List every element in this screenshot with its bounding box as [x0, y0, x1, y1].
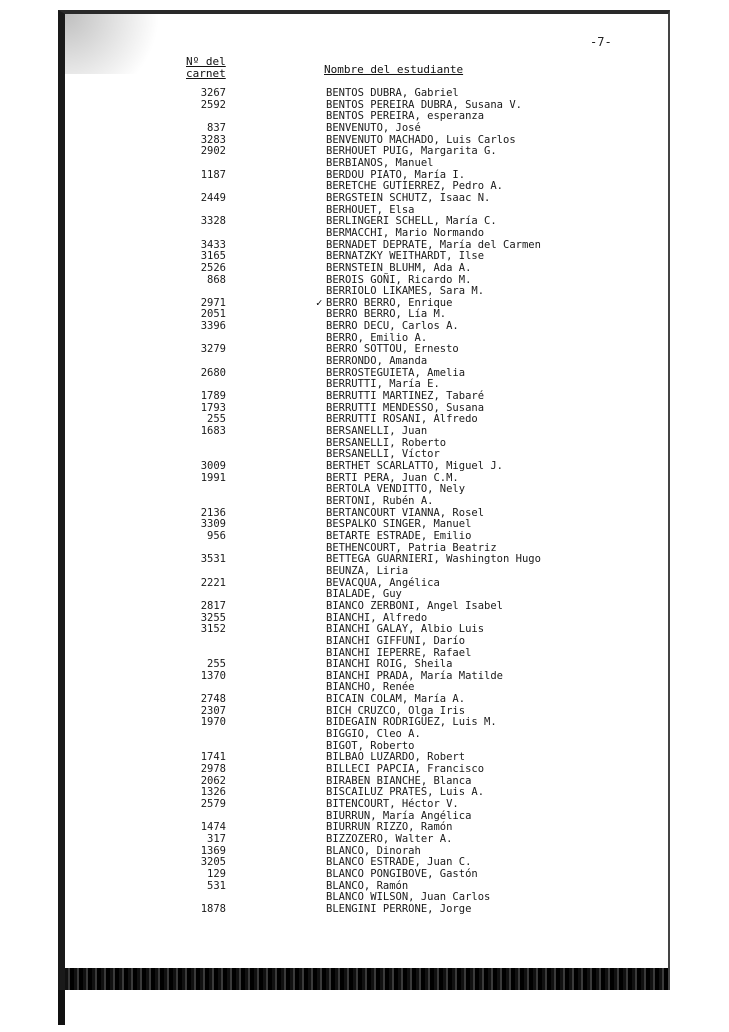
list-item — [0, 122, 729, 134]
carnet-number: 2592 — [200, 98, 226, 111]
carnet-number: 1326 — [200, 786, 226, 799]
list-item — [0, 647, 729, 659]
list-item — [0, 810, 729, 822]
list-item — [0, 495, 729, 507]
student-name: BERTHET SCARLATTO, Miguel J. — [326, 460, 504, 472]
carnet-number: 2526 — [200, 261, 226, 274]
student-name: BERRUTTI MENDESSO, Susana — [326, 401, 485, 414]
list-item — [0, 250, 729, 262]
carnet-number: 3309 — [200, 518, 226, 531]
student-name: BERROSTEGUIETA, Amelia — [326, 366, 466, 379]
nombre-column-header: Nombre del estudiante — [324, 63, 464, 76]
student-name: BERLINGERI SCHELL, María C. — [326, 215, 497, 228]
list-item — [0, 169, 729, 181]
list-item — [0, 355, 729, 367]
list-item — [0, 565, 729, 577]
carnet-number: 1370 — [200, 669, 226, 682]
carnet-number: 2221 — [200, 576, 226, 589]
student-name: BESPALKO SINGER, Manuel — [326, 518, 472, 531]
list-item — [0, 542, 729, 554]
list-item — [0, 320, 729, 332]
student-name: BIANCHI GALAY, Albio Luis — [326, 623, 485, 636]
list-item — [0, 856, 729, 868]
student-name: BIANCO ZERBONI, Angel Isabel — [326, 599, 504, 612]
list-item — [0, 378, 729, 390]
list-item — [0, 635, 729, 647]
student-name: BIANCHO, Renée — [326, 681, 415, 694]
carnet-number: 837 — [207, 121, 226, 134]
list-item — [0, 845, 729, 857]
list-item — [0, 99, 729, 111]
student-name: BERRUTTI MARTINEZ, Tabaré — [326, 390, 485, 403]
student-name: BETTEGA GUARNIERI, Washington Hugo — [326, 553, 541, 566]
list-item — [0, 343, 729, 355]
carnet-column-header — [186, 56, 226, 80]
student-name: BLANCO WILSON, Juan Carlos — [326, 891, 491, 904]
carnet-number: 3279 — [200, 343, 226, 356]
student-name: BENTOS PEREIRA, esperanza — [326, 110, 485, 123]
list-item — [0, 763, 729, 775]
student-name: BERHOUET, Elsa — [326, 203, 415, 216]
student-name: BLANCO PONGIBOVE, Gastón — [326, 867, 478, 880]
list-item — [0, 868, 729, 880]
carnet-number: 2051 — [200, 308, 226, 321]
scan-noise — [65, 14, 185, 74]
list-item — [0, 157, 729, 169]
student-name: BLANCO, Ramón — [326, 879, 409, 892]
list-item — [0, 833, 729, 845]
student-name: BIZZOZERO, Walter A. — [326, 833, 453, 845]
student-name: BIALADE, Guy — [326, 588, 402, 601]
list-item — [0, 577, 729, 589]
list-item — [0, 693, 729, 705]
list-item — [0, 670, 729, 682]
student-name: BLANCO, Dinorah — [326, 844, 421, 857]
student-name: BERTOLA VENDITTO, Nely — [326, 483, 466, 496]
carnet-number: 129 — [207, 867, 226, 880]
list-item — [0, 367, 729, 379]
student-name: BERSANELLI, Juan — [326, 425, 428, 438]
student-name: BERDOU PIATO, María I. — [326, 168, 466, 181]
list-item — [0, 239, 729, 251]
carnet-number: 868 — [207, 273, 226, 286]
list-item — [0, 751, 729, 763]
list-item — [0, 880, 729, 892]
list-item — [0, 180, 729, 192]
carnet-number: 2449 — [200, 191, 226, 204]
list-item — [0, 472, 729, 484]
list-item — [0, 308, 729, 320]
list-item — [0, 87, 729, 99]
list-item — [0, 903, 729, 915]
student-name: BENVENUTO, José — [326, 121, 421, 134]
list-item — [0, 460, 729, 472]
student-name: BILLECI PAPCIA, Francisco — [326, 763, 485, 776]
list-item — [0, 658, 729, 670]
student-name: BERRO BERRO, Enrique — [326, 296, 453, 309]
carnet-number: 2136 — [200, 506, 226, 519]
student-name: BILBAO LUZARDO, Robert — [326, 751, 466, 764]
student-name: BLANCO ESTRADE, Juan C. — [326, 856, 472, 869]
carnet-number: 1878 — [200, 902, 226, 915]
student-name: BIANCHI IEPERRE, Rafael — [326, 646, 472, 659]
student-name: BERRO BERRO, Lía M. — [326, 308, 447, 321]
page-number: -7- — [590, 35, 612, 49]
student-name: BETHENCOURT, Patria Beatriz — [326, 541, 497, 554]
carnet-number: 3165 — [200, 250, 226, 263]
student-name: BITENCOURT, Héctor V. — [326, 798, 459, 811]
student-name: BIGGIO, Cleo A. — [326, 728, 421, 741]
carnet-number: 3205 — [200, 856, 226, 869]
carnet-number: 255 — [207, 413, 226, 426]
student-name: BERTI PERA, Juan C.M. — [326, 471, 459, 484]
list-item — [0, 623, 729, 635]
student-name: BERRUTTI ROSANI, Alfredo — [326, 413, 478, 426]
student-name: BEROIS GOÑI, Ricardo M. — [326, 273, 472, 286]
student-name: BENVENUTO MACHADO, Luis Carlos — [326, 133, 516, 146]
student-name: BERMACCHI, Mario Normando — [326, 226, 485, 239]
student-name: BIRABEN BIANCHE, Blanca — [326, 774, 472, 787]
list-item — [0, 297, 729, 309]
carnet-number: 2817 — [200, 599, 226, 612]
list-item — [0, 192, 729, 204]
student-name: BERTONI, Rubén A. — [326, 494, 434, 507]
carnet-number: 3328 — [200, 215, 226, 228]
student-name: BIDEGAIN RODRIGUEZ, Luis M. — [326, 716, 497, 729]
carnet-number: 3152 — [200, 623, 226, 636]
list-item — [0, 425, 729, 437]
student-name: BERNATZKY WEITHARDT, Ilse — [326, 250, 485, 263]
student-name: BICAIN COLAM, María A. — [326, 693, 466, 706]
student-name: BIANCHI ROIG, Sheila — [326, 658, 453, 671]
list-item — [0, 413, 729, 425]
check-mark-icon: ✓ — [316, 296, 323, 309]
carnet-number: 1187 — [200, 168, 226, 181]
carnet-number: 2307 — [200, 704, 226, 717]
carnet-number: 1369 — [200, 844, 226, 857]
list-item — [0, 518, 729, 530]
carnet-number: 2971 — [200, 296, 226, 309]
carnet-number: 2748 — [200, 693, 226, 706]
student-name: BIGOT, Roberto — [326, 739, 415, 752]
list-item — [0, 390, 729, 402]
student-name: BERSANELLI, Víctor — [326, 448, 440, 461]
student-name: BERRO DECU, Carlos A. — [326, 320, 459, 333]
student-name: BERSANELLI, Roberto — [326, 436, 447, 449]
student-name: BIURRUN, María Angélica — [326, 809, 472, 822]
list-item — [0, 145, 729, 157]
student-name: BERETCHE GUTIERREZ, Pedro A. — [326, 180, 504, 193]
student-name: BERBIANOS, Manuel — [326, 156, 434, 169]
list-item — [0, 134, 729, 146]
carnet-number: 1683 — [200, 425, 226, 438]
carnet-number: 3267 — [200, 87, 226, 99]
carnet-number: 1991 — [200, 471, 226, 484]
list-item — [0, 274, 729, 286]
list-item — [0, 448, 729, 460]
carnet-number: 317 — [207, 833, 226, 845]
student-name: BIURRUN RIZZO, Ramón — [326, 821, 453, 834]
student-name: BERRIOLO LIKAMES, Sara M. — [326, 285, 485, 298]
student-list — [0, 87, 729, 915]
carnet-number: 1793 — [200, 401, 226, 414]
list-item — [0, 553, 729, 565]
carnet-number: 1970 — [200, 716, 226, 729]
list-item — [0, 740, 729, 752]
student-name: BERGSTEIN SCHUTZ, Isaac N. — [326, 191, 491, 204]
list-item — [0, 227, 729, 239]
carnet-number: 2978 — [200, 763, 226, 776]
student-name: BERTANCOURT VIANNA, Rosel — [326, 506, 485, 519]
list-item — [0, 705, 729, 717]
list-item — [0, 681, 729, 693]
student-name: BICH CRUZCO, Olga Iris — [326, 704, 466, 717]
student-name: BERNSTEIN BLUHM, Ada A. — [326, 261, 472, 274]
student-name: BIANCHI PRADA, María Matilde — [326, 669, 504, 682]
student-name: BERRO, Emilio A. — [326, 331, 428, 344]
list-item — [0, 507, 729, 519]
carnet-header-line2: carnet — [186, 67, 226, 80]
list-item — [0, 716, 729, 728]
student-name: BETARTE ESTRADE, Emilio — [326, 529, 472, 542]
carnet-number: 2902 — [200, 145, 226, 158]
list-item — [0, 110, 729, 122]
student-name: BIANCHI GIFFUNI, Darío — [326, 634, 466, 647]
student-name: BISCAILUZ PRATES, Luis A. — [326, 786, 485, 799]
list-item — [0, 775, 729, 787]
list-item — [0, 215, 729, 227]
student-name: BERRONDO, Amanda — [326, 355, 428, 368]
list-item — [0, 786, 729, 798]
list-item — [0, 821, 729, 833]
carnet-number: 255 — [207, 658, 226, 671]
carnet-number: 3009 — [200, 460, 226, 472]
list-item — [0, 402, 729, 414]
carnet-number: 956 — [207, 529, 226, 542]
carnet-number: 1474 — [200, 821, 226, 834]
carnet-number: 3255 — [200, 611, 226, 624]
student-name: BEUNZA, Liria — [326, 564, 409, 577]
list-item — [0, 483, 729, 495]
carnet-number: 2579 — [200, 798, 226, 811]
list-item — [0, 891, 729, 903]
student-name: BERRUTTI, María E. — [326, 378, 440, 391]
list-item — [0, 204, 729, 216]
carnet-number: 1789 — [200, 390, 226, 403]
list-item — [0, 332, 729, 344]
student-name: BEVACQUA, Angélica — [326, 576, 440, 589]
student-name: BENTOS PEREIRA DUBRA, Susana V. — [326, 98, 522, 111]
list-item — [0, 600, 729, 612]
carnet-number: 531 — [207, 879, 226, 892]
carnet-number: 1741 — [200, 751, 226, 764]
list-item — [0, 285, 729, 297]
scan-edge — [58, 990, 65, 1025]
student-name: BERRO SOTTOU, Ernesto — [326, 343, 459, 356]
carnet-number: 3531 — [200, 553, 226, 566]
student-name: BERHOUET PUIG, Margarita G. — [326, 145, 497, 158]
list-item — [0, 612, 729, 624]
list-item — [0, 262, 729, 274]
carnet-header-line1: Nº del — [186, 55, 226, 68]
list-item — [0, 728, 729, 740]
carnet-number: 3396 — [200, 320, 226, 333]
carnet-number: 3433 — [200, 238, 226, 251]
student-name: BENTOS DUBRA, Gabriel — [326, 87, 459, 99]
list-item — [0, 588, 729, 600]
student-name: BIANCHI, Alfredo — [326, 611, 428, 624]
list-item — [0, 798, 729, 810]
list-item — [0, 530, 729, 542]
student-name: BLENGINI PERRONE, Jorge — [326, 902, 472, 915]
student-name: BERNADET DEPRATE, María del Carmen — [326, 238, 541, 251]
carnet-number: 2062 — [200, 774, 226, 787]
list-item — [0, 437, 729, 449]
carnet-number: 3283 — [200, 133, 226, 146]
carnet-number: 2680 — [200, 366, 226, 379]
